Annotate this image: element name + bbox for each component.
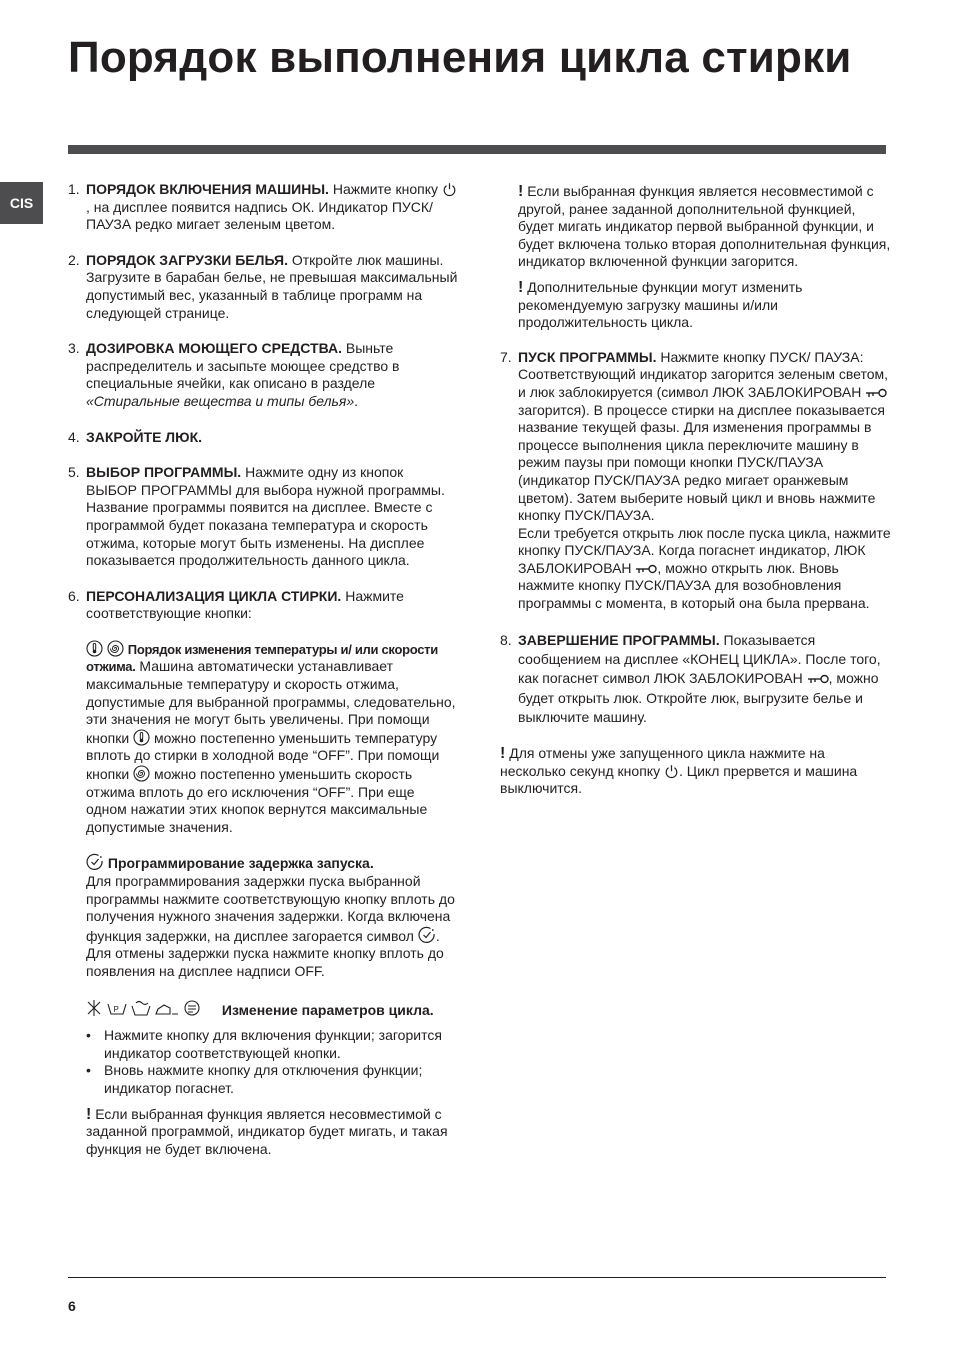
cancel-text: . Цикл прервется и машина выключится. bbox=[500, 762, 858, 797]
options-heading bbox=[86, 998, 458, 1020]
delay-text: . Для отмены задержки пуска нажмите кнопку вплоть до появления на дисплее надписи OFF. bbox=[86, 927, 444, 979]
page-number: 6 bbox=[68, 1298, 76, 1314]
step-text: Нажмите кнопку ПУСК/ ПАУЗА: Соответствующий индикатор загорится зеленым светом, и люк заблокируется (символ ЛЮК ЗАБЛОКИРОВАН bbox=[518, 348, 889, 400]
temp-spin-text: можно постепенно уменьшить скорость отжима вплоть до его исключения “OFF”. При еще одном нажатии этих кнопок вернутся максимальные допустимые значения. bbox=[86, 766, 428, 835]
option-icons bbox=[86, 998, 218, 1018]
step-title: ПУСК ПРОГРАММЫ. bbox=[518, 348, 657, 365]
bullet-text: Нажмите кнопку для включения функции; загорится индикатор соответствующей кнопки. bbox=[104, 1027, 442, 1061]
power-icon bbox=[442, 182, 457, 197]
step-text: Выньте распределитель и засыпьте моющее средство в специальные ячейки, как описано в разделе bbox=[86, 340, 400, 392]
bullet-symbol: • bbox=[86, 1027, 91, 1044]
options-bullet bbox=[86, 1062, 458, 1097]
step-2 bbox=[68, 252, 458, 322]
step-3 bbox=[68, 340, 458, 410]
delay-section bbox=[86, 853, 458, 980]
cancel-note bbox=[500, 745, 892, 798]
step-6 bbox=[68, 588, 458, 1159]
warning-mark: ! bbox=[518, 183, 524, 200]
options-warning bbox=[86, 1106, 458, 1159]
warning-mark: ! bbox=[500, 745, 506, 763]
step-text: Нажмите одну из кнопок ВЫБОР ПРОГРАММЫ для выбора нужной программы. Название программы появится на дисплее. Вместе с программой будет показана температура и скорость отжима, которые могут быть изменены. На дисплее показывается продолжительность данного цикла. bbox=[86, 464, 445, 569]
step-8 bbox=[500, 631, 892, 727]
step-number: 8. bbox=[500, 631, 512, 648]
step-title: ДОЗИРОВКА МОЮЩЕГО СРЕДСТВА. bbox=[86, 340, 343, 357]
note-incompatible bbox=[518, 183, 892, 271]
spin-icon bbox=[133, 765, 150, 782]
footer-rule bbox=[68, 1277, 886, 1278]
options-bullet bbox=[86, 1027, 458, 1062]
temp-spin-text: Машина автоматически устанавливает максимальные температуру и скорость отжима, допустимые для выбранной программы, следовательно, эти значения не могут быть увеличены. При помощи кнопки bbox=[86, 658, 456, 746]
step-title: ВЫБОР ПРОГРАММЫ. bbox=[86, 464, 242, 481]
page-title: Порядок выполнения цикла стирки bbox=[68, 33, 852, 82]
step-text: , можно будет открыть люк. Откройте люк, выгрузите белье и выключите машину. bbox=[518, 670, 879, 725]
temp-spin-text: можно постепенно уменьшить температуру вплоть до стирки в холодной воде “OFF”. При помощи кнопки bbox=[86, 729, 440, 783]
cancel-text: Для отмены уже запущенного цикла нажмите на несколько секунд кнопку bbox=[500, 745, 825, 779]
right-column bbox=[500, 183, 892, 798]
left-column bbox=[68, 181, 458, 1176]
bullet-symbol: • bbox=[86, 1062, 91, 1079]
lock-key-icon bbox=[865, 388, 887, 400]
step-number: 4. bbox=[68, 428, 80, 445]
step-text: Если требуется открыть люк после пуска цикла, нажмите кнопку ПУСК/ПАУЗА. Когда погаснет индикатор, ЛЮК ЗАБЛОКИРОВАН bbox=[518, 524, 891, 576]
step-number: 7. bbox=[500, 348, 512, 365]
options-title: Изменение параметров цикла. bbox=[221, 1001, 434, 1018]
step-number: 6. bbox=[68, 587, 80, 604]
step-text: , можно открыть люк. Вновь нажмите кнопку ПУСК/ПАУЗА для возобновления программы с момента, в который она была прервана. bbox=[518, 559, 870, 612]
step-number: 1. bbox=[68, 181, 80, 197]
temp-spin-section bbox=[86, 640, 458, 837]
delay-title: Программирование задержка запуска. bbox=[107, 855, 374, 872]
warning-mark: ! bbox=[86, 1105, 92, 1123]
step-text: Откройте люк машины. Загрузите в барабан белье, не превышая максимальный допустимый вес, указанный в таблице программ на следующей странице. bbox=[86, 251, 458, 321]
step-1 bbox=[68, 181, 458, 234]
step-title: ЗАКРОЙТЕ ЛЮК. bbox=[86, 428, 203, 445]
note-text: Если выбранная функция является несовместимой с другой, ранее заданной дополнительной функцией, будет мигать индикатор первой выбранной функции, и будет включена только вторая дополнительная функция, индикатор включенной функции загорится. bbox=[518, 183, 891, 270]
delay-start-icon bbox=[86, 853, 104, 871]
temperature-icon bbox=[133, 729, 150, 746]
step-text: загорится). В процессе стирки на дисплее показывается название текущей фазы. Для изменения программы в процессе выполнения цикла переключите машину в режим паузы при помощи кнопки ПУСК/ПАУЗА (индикатор ПУСК/ПАУЗА редко мигает оранжевым цветом). Затем выберите новый цикл и вновь нажмите кнопку ПУСК/ПАУЗА. bbox=[518, 401, 885, 524]
step-number: 5. bbox=[68, 464, 80, 481]
bullet-text: Вновь нажмите кнопку для отключения функции; индикатор погаснет. bbox=[104, 1062, 423, 1096]
lock-key-icon bbox=[807, 674, 829, 686]
right-notes bbox=[500, 183, 892, 332]
step-number: 2. bbox=[68, 251, 80, 268]
step-title: ЗАВЕРШЕНИЕ ПРОГРАММЫ. bbox=[518, 631, 720, 648]
temperature-icon bbox=[86, 640, 103, 657]
step-title: ПЕРСОНАЛИЗАЦИЯ ЦИКЛА СТИРКИ. bbox=[86, 587, 342, 604]
svg-text:P: P bbox=[113, 1004, 119, 1014]
title-rule bbox=[68, 145, 886, 154]
step-4 bbox=[68, 429, 458, 447]
step-5 bbox=[68, 464, 458, 570]
delay-text: Для программирования задержки пуска выбранной программы нажмите соответствующую кнопку вплоть до получения нужного значения задержки. Когда включена функция задержки, на дисплее загорается символ bbox=[86, 873, 455, 944]
spin-icon bbox=[107, 640, 124, 657]
step-text: Показывается сообщением на дисплее «КОНЕЦ ЦИКЛА». После того, как погаснет символ ЛЮК ЗАБЛОКИРОВАН bbox=[518, 631, 881, 687]
warning-mark: ! bbox=[518, 278, 524, 296]
step-6-intro bbox=[86, 588, 458, 623]
step-7 bbox=[500, 349, 892, 613]
language-tab: CIS bbox=[0, 182, 43, 224]
step-text: Нажмите соответствующие кнопки: bbox=[86, 587, 404, 622]
step-text-end: . bbox=[354, 392, 358, 409]
warning-text: Если выбранная функция является несовместимой с заданной программой, индикатор будет мигать, и такая функция не будет включена. bbox=[86, 1105, 448, 1157]
lock-key-icon bbox=[635, 564, 657, 576]
note-text: Дополнительные функции могут изменить рекомендуемую загрузку машины и/или продолжительность цикла. bbox=[518, 278, 803, 331]
power-icon bbox=[664, 764, 679, 779]
delay-start-icon bbox=[418, 926, 436, 944]
step-title: ПОРЯДОК ВКЛЮЧЕНИЯ МАШИНЫ. bbox=[86, 181, 329, 197]
step-number: 3. bbox=[68, 340, 80, 357]
note-load bbox=[518, 279, 892, 332]
step-text: , на дисплее появится надпись ОК. Индикатор ПУСК/ПАУЗА редко мигает зеленым цветом. bbox=[86, 198, 433, 233]
step-title: ПОРЯДОК ЗАГРУЗКИ БЕЛЬЯ. bbox=[86, 251, 288, 268]
step-text: Нажмите кнопку bbox=[328, 181, 442, 197]
section-reference: «Стиральные вещества и типы белья» bbox=[86, 392, 355, 409]
temp-spin-title: Порядок изменения температуры и/ или скорости отжима. bbox=[86, 641, 438, 675]
